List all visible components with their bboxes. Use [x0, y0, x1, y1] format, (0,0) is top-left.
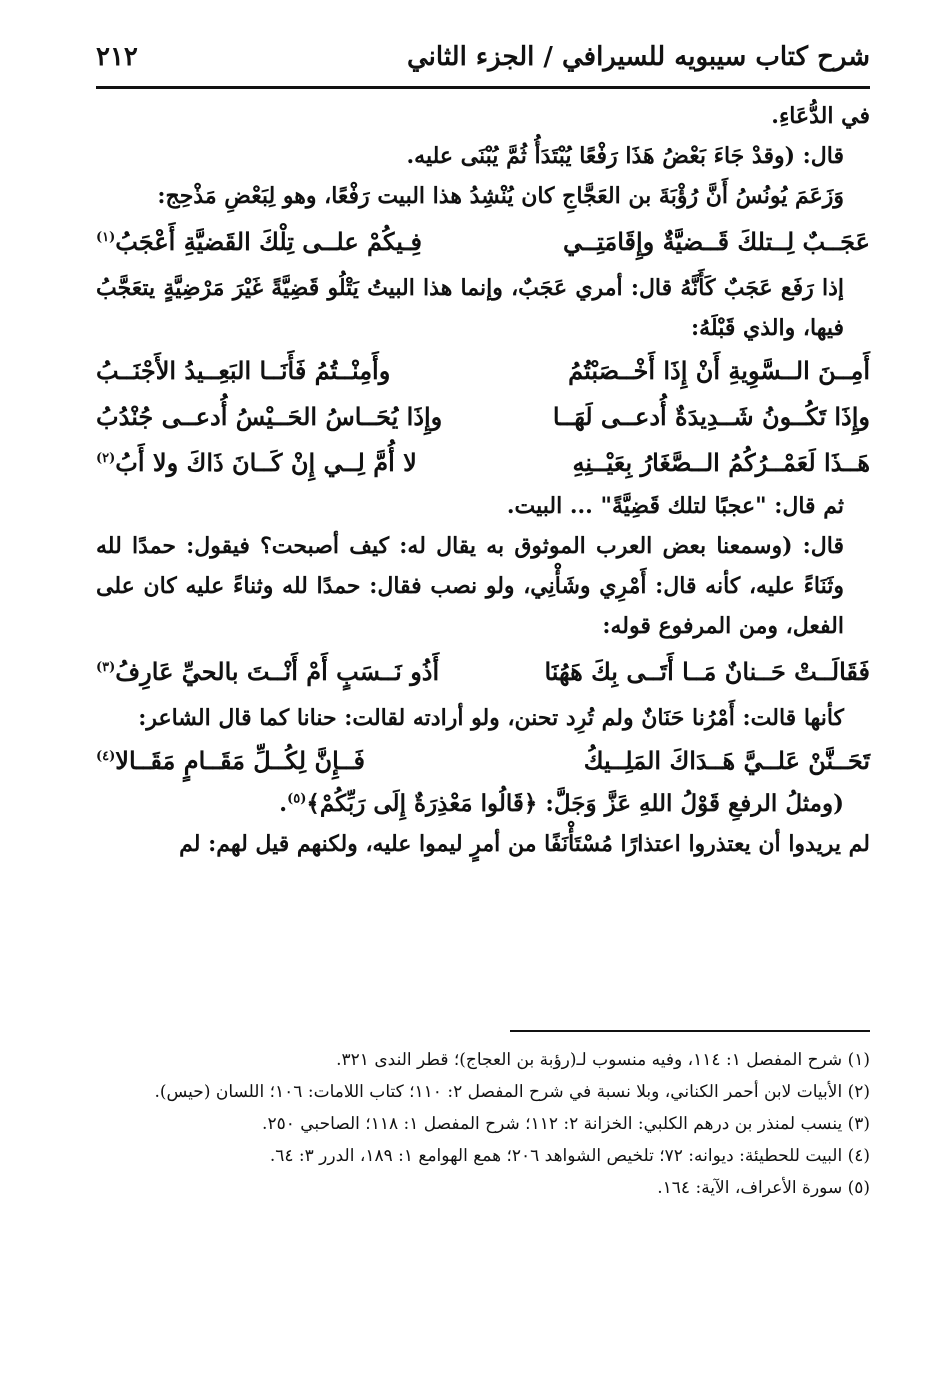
footnote-marker: (٣) [96, 660, 116, 675]
verse-first-hemistich: هَــذَا لَعَمْــرُكُمُ الــصَّغَارُ بِعَيْــنِهِ [572, 448, 870, 477]
verse-first-hemistich: فَقَالَــتْ حَــنانٌ مَــا أَتَــى بِكَ هَهُنَا [544, 657, 870, 686]
quran-text: (ومثلُ الرفعِ قَوْلُ اللهِ عَزَّ وَجَلَّ: ﴿قَالُوا مَعْذِرَةٌ إِلَى رَبِّكُمْ﴾ [306, 790, 844, 817]
verse-first-hemistich: عَجَــبٌ لِــتلكَ قَــضيَّةٌ وإِقَامَتِــي [563, 227, 870, 256]
footnote: (٣) ينسب لمنذر بن درهم الكلبي: الخزانة ٢: ١١٢؛ شرح المفصل ١: ١١٨؛ الصاحبي ٢٥٠. [262, 1114, 870, 1134]
verse-second-hemistich: وإِذَا يُحَــاسُ الحَــيْسُ أُدعــى جُنْدُبُ [96, 402, 443, 431]
poetry-verse [96, 216, 870, 268]
paragraph-quran-citation [96, 784, 870, 824]
page-number: ٢١٢ [96, 42, 138, 72]
verse-text: فِـيكُمْ علــى تِلْكَ القَضيَّةِ أَعْجَبُ [115, 227, 422, 256]
poetry-verse [96, 394, 870, 440]
footnote-separator [510, 1030, 870, 1032]
verse-second-hemistich [96, 646, 439, 698]
page-header [96, 28, 870, 89]
verse-text: لا أُمَّ لِــي إِنْ كَــانَ ذَاكَ ولا أَبُ [115, 448, 417, 477]
paragraph: لم يريدوا أن يعتذروا اعتذارًا مُسْتَأْنَفًا من أمرٍ ليموا عليه، ولكنهم قيل لهم: لم [179, 831, 870, 857]
paragraph: قال: (وسمعنا بعض العرب الموثوق به يقال له: كيف أصبحت؟ فيقول: حمدًا لله وثَنَاءً عليه، كأنه قال: أَمْرِي وشَأْنِي، ولو نصب فقال: حمدًا لله وثناءً عليه كان على الفعل، ومن المرفوع قوله: [96, 533, 844, 639]
poetry-verse [96, 646, 870, 698]
running-title: شرح كتاب سيبويه للسيرافي / الجزء الثاني [407, 42, 870, 72]
paragraph: وَزَعَمَ يُونُسُ أَنَّ رُؤْبَةَ بن العَجَّاجِ كان يُنْشِدُ هذا البيت رَفْعًا، وهو لِبَعْضِ مَذْحِج: [157, 183, 844, 209]
verse-text: فَــإِنَّ لِكُــلِّ مَقَــامٍ مَقَــالا [115, 746, 365, 775]
verse-second-hemistich [96, 440, 417, 486]
footnote-marker: (٢) [96, 451, 116, 466]
paragraph: كأنها قالت: أَمْرُنا حَنَانٌ ولم تُرِد تحنن، ولو أرادته لقالت: حنانا كما قال الشاعر: [138, 705, 844, 731]
poetry-verse [96, 738, 870, 784]
footnote: (٤) البيت للحطيئة: ديوانه: ٧٢؛ تلخيص الشواهد ٢٠٦؛ همع الهوامع ١: ١٨٩، الدرر ٣: ٦٤. [269, 1146, 870, 1166]
verse-first-hemistich: أَمِــنَ الــسَّوِيةِ أَنْ إِذَا أَخْــصَبْتُمُ [568, 356, 870, 385]
paragraph: ثم قال: "عجبًا لتلك قَضِيَّةً" ... البيت. [506, 493, 844, 519]
footnote-marker: (٥) [287, 791, 307, 807]
main-text [96, 96, 870, 864]
punctuation: . [279, 790, 288, 817]
footnote-marker: (١) [96, 230, 116, 245]
footnote: (١) شرح المفصل ١: ١١٤، وفيه منسوب لـ(رؤبة بن العجاج)؛ قطر الندى ٣٢١. [336, 1050, 870, 1070]
verse-second-hemistich: وأَمِنْــتُمُ فَأَنَــا البَعِــيدُ الأَجْنَــبُ [96, 356, 391, 385]
paragraph: إذا رَفَع عَجَبٌ كَأَنَّهُ قال: أمري عَجَبٌ، وإنما هذا البيتُ يَتْلُو قَضِيَّةً غَيْرَ مَرْضِيَّةٍ يتعَجَّبُ فيها، والذي قَبْلَهُ: [96, 275, 844, 341]
verse-second-hemistich [96, 216, 422, 268]
footnote: (٢) الأبيات لابن أحمر الكناني، وبلا نسبة في شرح المفصل ٢: ١١٠؛ كتاب اللامات: ١٠٦؛ اللسان (حيس). [154, 1082, 870, 1102]
poetry-verse [96, 440, 870, 486]
paragraph: قال: (وقدْ جَاءَ بَعْضُ هَذَا رَفْعًا يُبْتَدَأُ ثُمَّ يُبْنَى عليه. [406, 143, 844, 169]
poetry-verse [96, 348, 870, 394]
verse-text: أَذُو نَــسَبٍ أَمْ أَنْــتَ بالحيِّ عَارِفُ [115, 657, 440, 686]
footnote: (٥) سورة الأعراف، الآية: ١٦٤. [657, 1178, 870, 1198]
footnote-marker: (٤) [96, 749, 116, 764]
paragraph: في الدُّعَاءِ. [771, 103, 870, 129]
verse-second-hemistich [96, 738, 365, 784]
verse-first-hemistich: تَحَــنَّنْ عَلــيَّ هَــدَاكَ المَلِــيكُ [583, 746, 870, 775]
verse-first-hemistich: وإِذَا تَكُــونُ شَــدِيدَةٌ أُدعــى لَهَــا [552, 402, 870, 431]
